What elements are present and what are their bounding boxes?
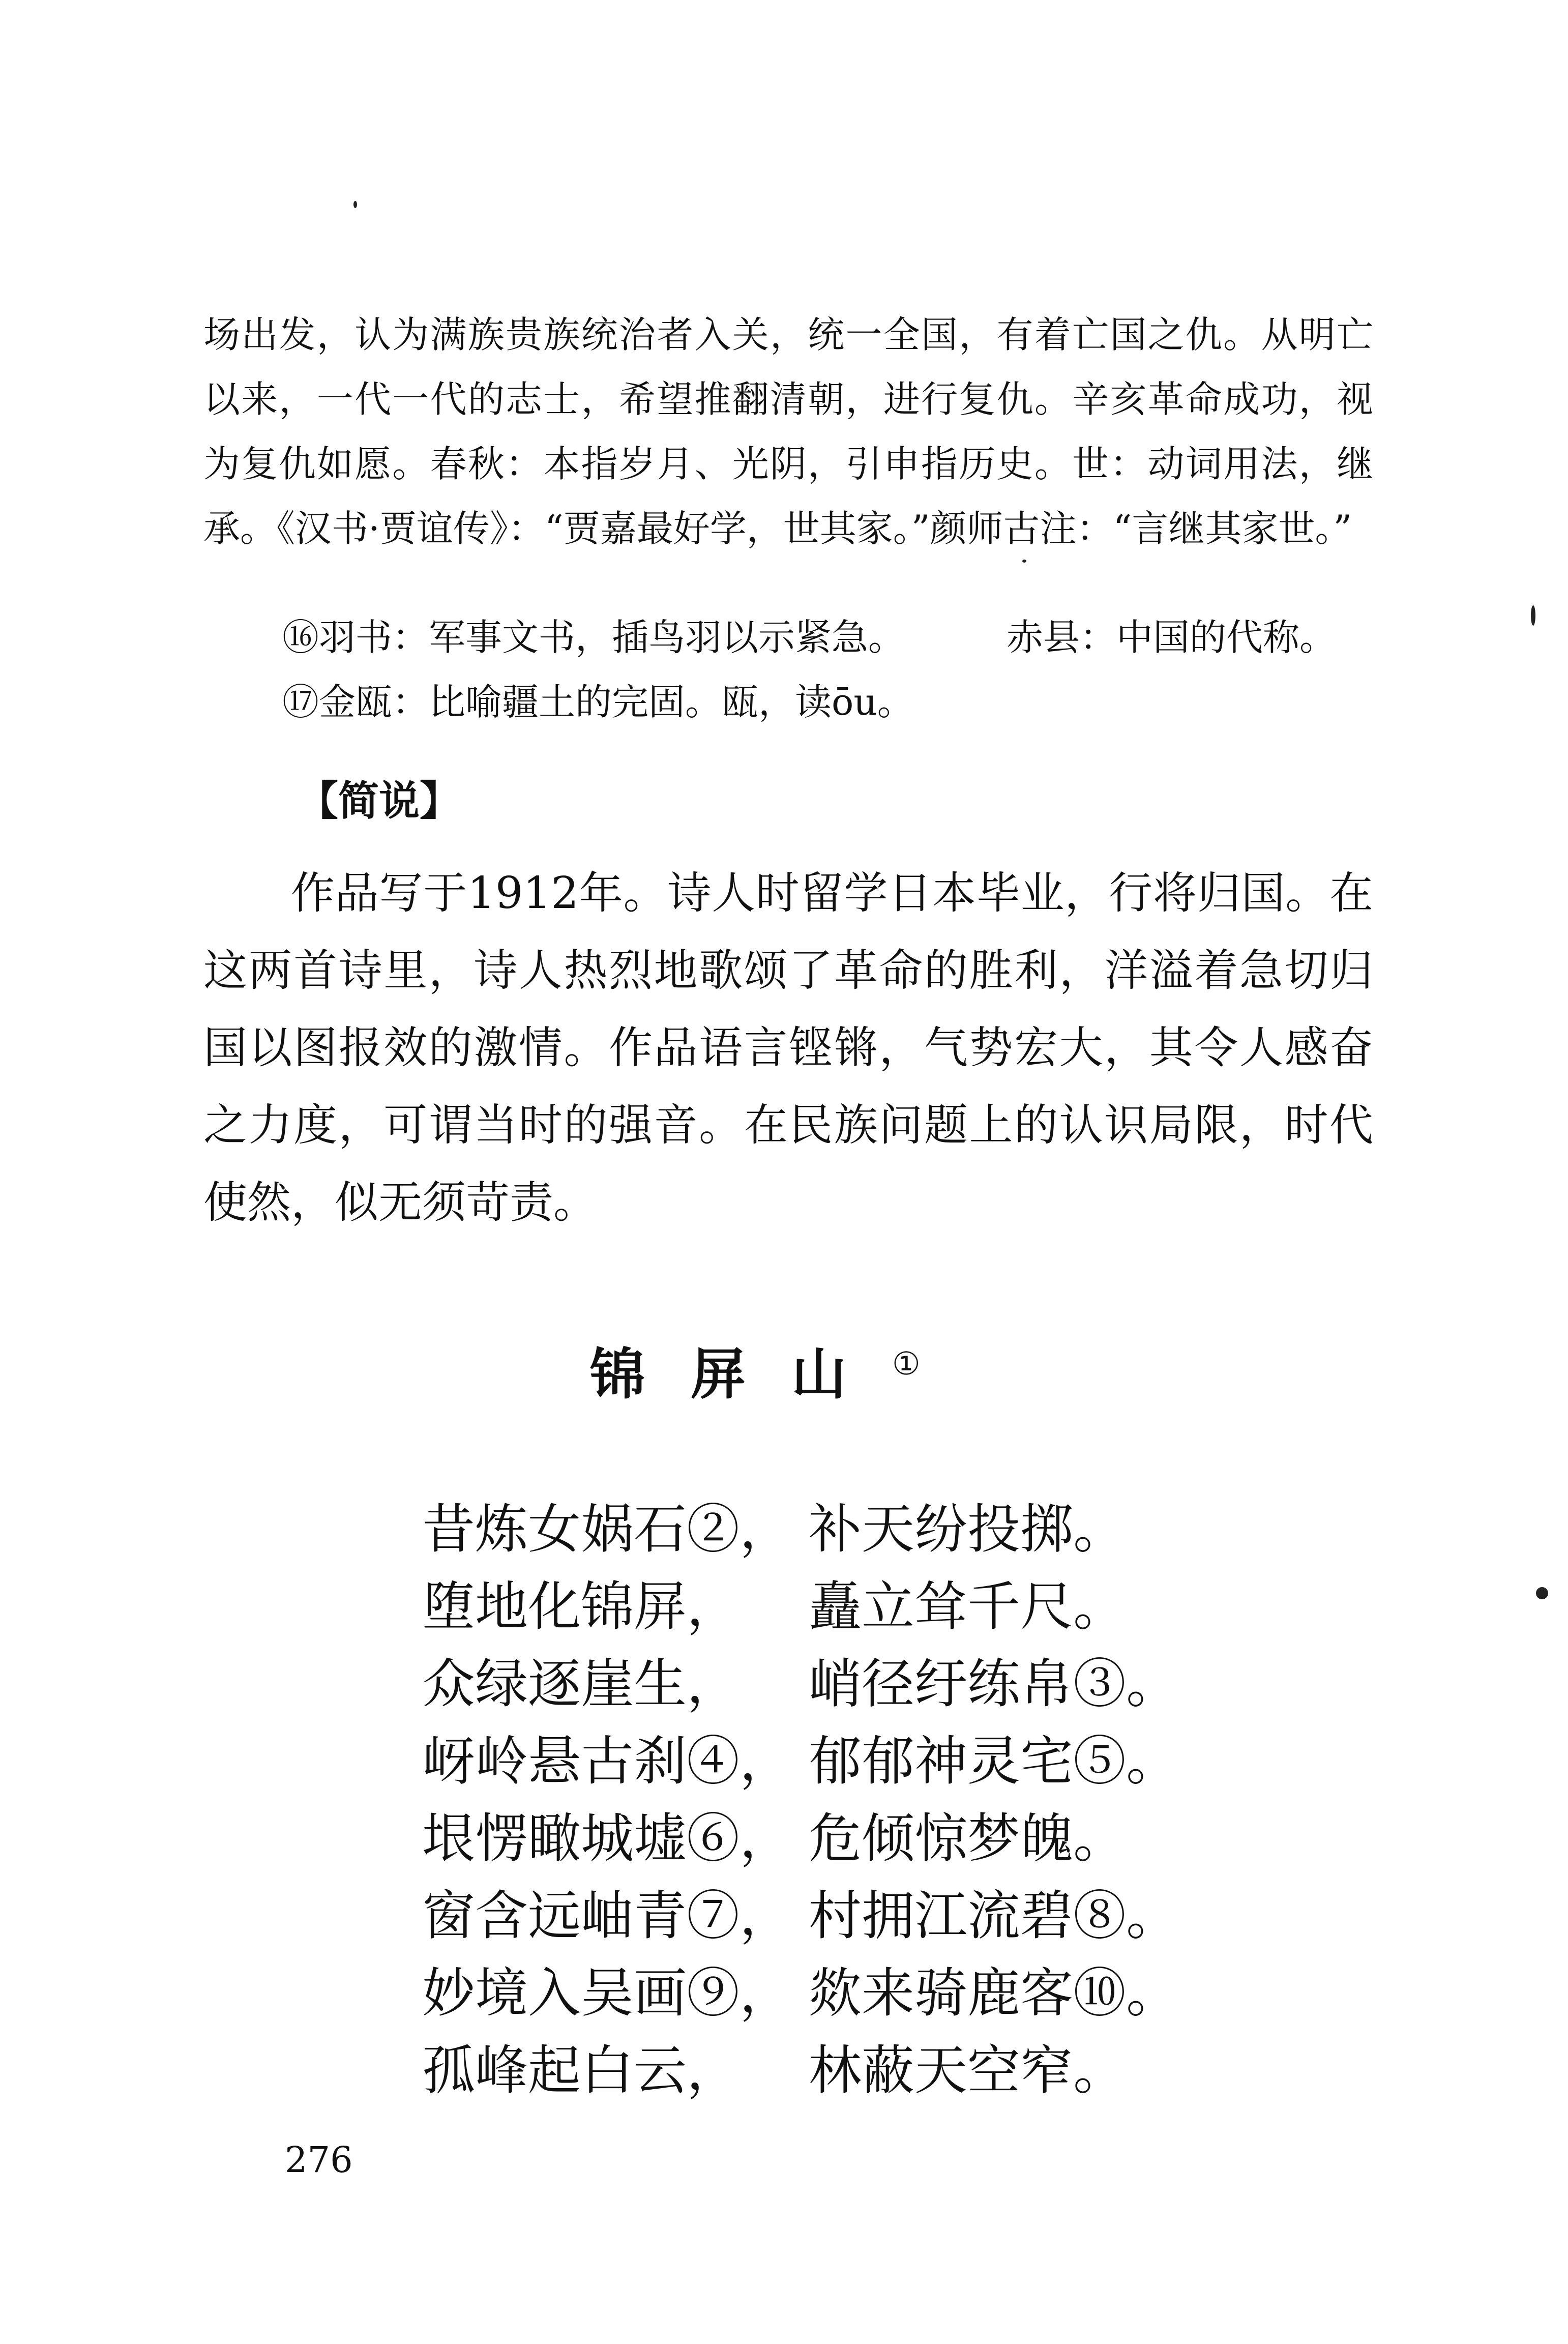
poem-line-first-half: 岈岭悬古刹④， bbox=[422, 1730, 793, 1792]
poem-line-first-half: 堕地化锦屏， bbox=[422, 1575, 740, 1637]
poem-body bbox=[422, 1490, 1388, 2109]
poem-line-second-half: 郁郁神灵宅⑤。 bbox=[809, 1730, 1179, 1792]
poem-line bbox=[422, 1877, 1388, 1954]
poem-line-first-half: 昔炼女娲石②， bbox=[422, 1498, 793, 1560]
poem-line-second-half: 峭径纡练帛③。 bbox=[809, 1653, 1179, 1715]
poem-line bbox=[422, 2032, 1388, 2109]
poem-title-text: 锦屏山 bbox=[590, 1342, 893, 1407]
poem-line bbox=[422, 1568, 1388, 1645]
poem-line-first-half: 孤峰起白云， bbox=[422, 2039, 740, 2101]
poem-line-second-half: 欻来骑鹿客⑩。 bbox=[809, 1962, 1179, 2024]
note-items bbox=[282, 605, 1401, 735]
poem-line-first-half: 妙境入吴画⑨， bbox=[422, 1962, 793, 2024]
note-line-16 bbox=[282, 605, 1401, 670]
poem-line-second-half: 危倾惊梦魄。 bbox=[809, 1807, 1127, 1869]
poem-line-first-half: 众绿逐崖生， bbox=[422, 1653, 740, 1715]
poem-line bbox=[422, 1800, 1388, 1877]
poem-line-second-half: 林蔽天空窄。 bbox=[809, 2039, 1127, 2101]
note-16b: 赤县：中国的代称。 bbox=[1007, 616, 1337, 659]
poem-line-second-half: 村拥江流碧⑧。 bbox=[809, 1885, 1179, 1947]
poem-line-first-half: 窗含远岫青⑦， bbox=[422, 1885, 793, 1947]
section-heading: 【简说】 bbox=[298, 777, 460, 825]
poem-line bbox=[422, 1722, 1388, 1800]
poem-line bbox=[422, 1490, 1388, 1568]
note-line-17 bbox=[282, 670, 1401, 735]
poem-line-second-half: 补天纷投掷。 bbox=[809, 1498, 1127, 1560]
commentary bbox=[203, 855, 1373, 1241]
notes-continued bbox=[203, 303, 1373, 561]
poem-line-first-half: 垠愣瞰城墟⑥， bbox=[422, 1807, 793, 1869]
scan-speck bbox=[1022, 560, 1026, 563]
note-17: ⑰金瓯：比喻疆土的完固。瓯，读ōu。 bbox=[282, 681, 914, 723]
poem-line bbox=[422, 1645, 1388, 1722]
poem-title bbox=[590, 1330, 921, 1409]
scan-speck bbox=[353, 201, 357, 208]
poem-line bbox=[422, 1954, 1388, 2032]
note-16: ⑯羽书：军事文书，插鸟羽以示紧急。 bbox=[282, 616, 905, 659]
note-continued-paragraph: 场出发，认为满族贵族统治者入关，统一全国，有着亡国之仇。从明亡以来，一代一代的志士，希望推翻清朝，进行复仇。辛亥革命成功，视为复仇如愿。春秋：本指岁月、光阴，引申指历史。世：动词用法，继承。《汉书·贾谊传》：“贾嘉最好学，世其家。”颜师古注：“言继其家世。” bbox=[203, 313, 1373, 550]
page-number: 276 bbox=[285, 2139, 353, 2181]
commentary-text: 作品写于1912年。诗人时留学日本毕业，行将归国。在这两首诗里，诗人热烈地歌颂了革命的胜利，洋溢着急切归国以图报效的激情。作品语言铿锵，气势宏大，其令人感奋之力度，可谓当时的强音。在民族问题上的认识局限，时代使然，似无须苛责。 bbox=[203, 868, 1373, 1228]
scan-speck bbox=[1531, 605, 1535, 626]
poem-line-second-half: 矗立耸千尺。 bbox=[809, 1575, 1127, 1637]
poem-title-note: ① bbox=[892, 1345, 921, 1382]
scan-speck bbox=[1536, 1587, 1548, 1599]
